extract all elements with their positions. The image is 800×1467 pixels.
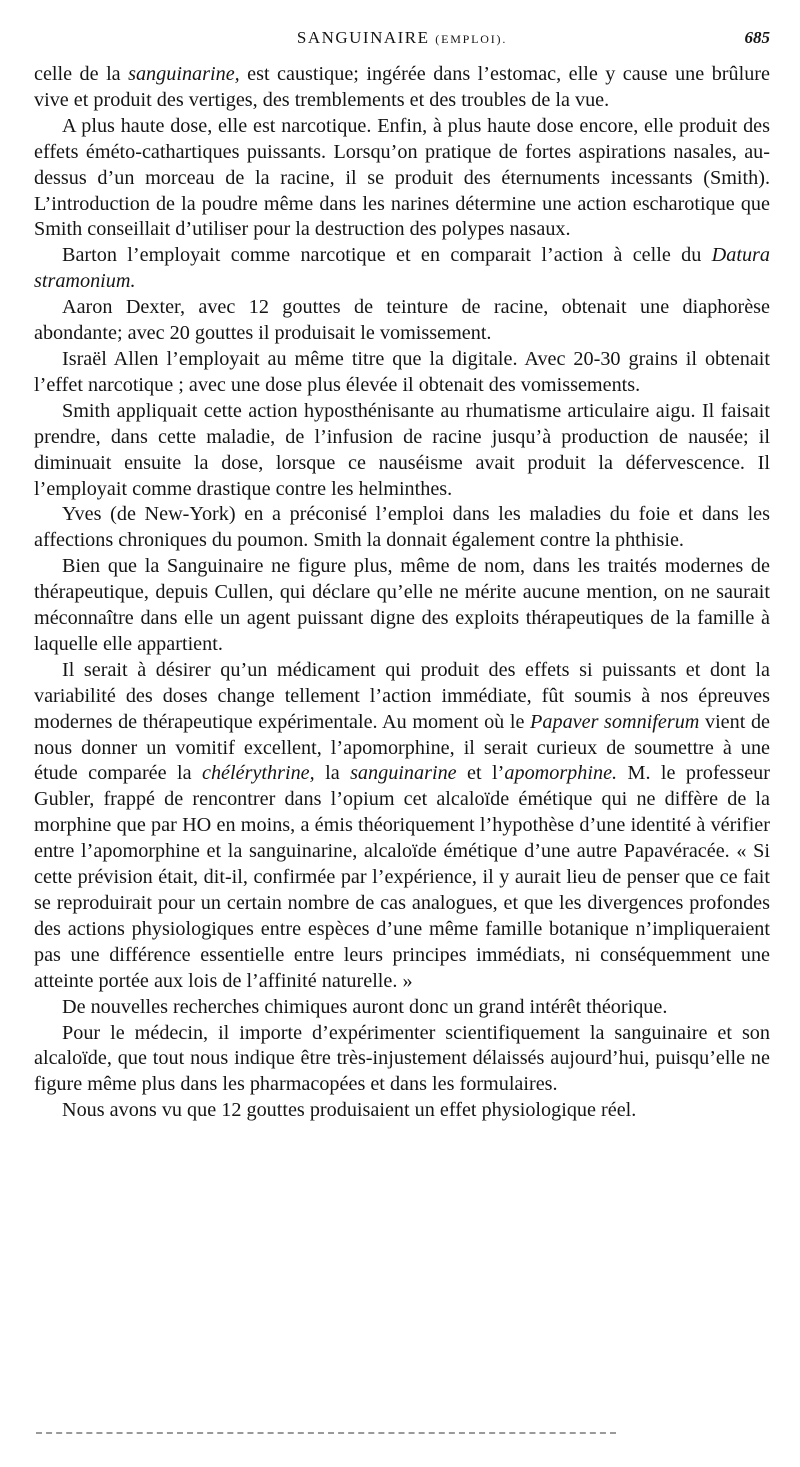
- italic-text: Datura stramonium.: [34, 244, 770, 293]
- paragraph: [34, 114, 770, 244]
- running-head-title: [34, 28, 770, 48]
- italic-text: chélérythrine,: [202, 762, 315, 785]
- running-head-main: SANGUINAIRE: [296, 28, 430, 47]
- text-run: Il serait à désirer qu’un médicament qui produit des effets si puissants et dont la variabilité des doses change tellement l’action immédiate, fût soumis à nos épreuves modernes de thérapeutique expérimentale. Au moment où le: [34, 658, 770, 733]
- text-run: Pour le médecin, il importe d’expérimenter scientifiquement la sanguinaire et son alcaloïde, que tout nous indique être très-injustement délaissés aujourd’hui, puisqu’elle ne figure même plus dans les pharmacopées et dans les formulaires.: [34, 1021, 770, 1096]
- paragraph: [34, 995, 770, 1021]
- paragraph: [34, 554, 770, 658]
- running-head-sub: (EMPLOI).: [435, 32, 508, 46]
- italic-text: sanguinarine,: [128, 63, 240, 85]
- body-text: [34, 62, 770, 1124]
- paragraph: [34, 502, 770, 554]
- text-run: Barton l’employait comme narcotique et en comparait l’action à celle du: [62, 244, 712, 267]
- text-run: celle de la: [34, 63, 129, 85]
- italic-text: apomorphine.: [504, 762, 618, 785]
- text-run: Israël Allen l’employait au même titre que la digitale. Avec 20-30 grains il obtenait l’effet narcotique ; avec une dose plus élevée il obtenait des vomissements.: [34, 347, 770, 396]
- text-run: est caustique; ingérée dans l’estomac, elle y cause une brûlure vive et produit des vertiges, des tremblements et des troubles de la vue.: [34, 63, 770, 111]
- page-number: 685: [744, 28, 770, 47]
- text-run: Smith appliquait cette action hyposthénisante au rhumatisme articulaire aigu. Il faisait prendre, dans cette maladie, de l’infusion de racine jusqu’à production de nausée; il diminuait ensuite la dose, lorsque ce nauséisme avait produit la défervescence. Il l’employait comme drastique contre les helminthes.: [34, 399, 770, 500]
- paragraph: [34, 347, 770, 399]
- text-run: A plus haute dose, elle est narcotique. Enfin, à plus haute dose encore, elle produit des effets éméto-cathartiques puissants. Lorsqu’on pratique de fortes aspirations nasales, au-dessus d’un morceau de la racine, il se produit des éternuments incessants (Smith). L’introduction de la poudre même dans les narines détermine une action escharotique que Smith conseillait d’utiliser pour la destruction des polypes nasaux.: [34, 114, 770, 241]
- text-run: la: [314, 762, 351, 785]
- paragraph: [34, 295, 770, 347]
- italic-text: Papaver somniferum: [530, 710, 700, 733]
- paragraph: [34, 1098, 770, 1124]
- document-page: [34, 28, 770, 1124]
- text-run: Bien que la Sanguinaire ne figure plus, même de nom, dans les traités modernes de thérapeutique, depuis Cullen, qui déclare qu’elle ne mérite aucune mention, on ne saurait méconnaître dans elle un agent puissant digne des exploits thérapeutiques de la famille à laquelle elle appartient.: [34, 555, 770, 655]
- text-run: Aaron Dexter, avec 12 gouttes de teinture de racine, obtenait une diaphorèse abondante; avec 20 gouttes il produisait le vomissement.: [34, 296, 770, 345]
- paragraph: [34, 1021, 770, 1099]
- footer-rule: [36, 1432, 616, 1434]
- running-head: [34, 28, 770, 54]
- paragraph: [34, 62, 770, 114]
- text-run: Yves (de New-York) en a préconisé l’emploi dans les maladies du foie et dans les affections chroniques du poumon. Smith la donnait également contre la phthisie.: [34, 503, 770, 552]
- italic-text: sanguinarine: [350, 762, 457, 785]
- paragraph: [34, 243, 770, 295]
- text-run: et l’: [456, 762, 505, 785]
- text-run: vient de nous donner un vomitif excellent, l’apomorphine, il serait curieux de soumettre à une étude comparée la: [34, 710, 770, 785]
- text-run: De nouvelles recherches chimiques auront donc un grand intérêt théorique.: [62, 995, 668, 1018]
- text-run: M. le professeur Gubler, frappé de rencontrer dans l’opium cet alcaloïde émétique qui ne diffère de la morphine que par HO en moins, a émis théoriquement l’hypothèse d’une identité à vérifier entre l’apomorphine et la sanguinarine, alcaloïde émétique d’une autre Papavéracée. « Si cette prévision était, dit-il, confirmée par l’expérience, il y aurait lieu de penser que ce fait se reproduirait pour un certain nombre de cas analogues, et que les divergences profondes des actions physiologiques entre espèces d’une même famille botanique n’impliqueraient pas une différence essentielle entre leurs principes immédiats, ni conséquemment une atteinte portée aux lois de l’affinité naturelle. »: [34, 762, 770, 992]
- paragraph: [34, 399, 770, 503]
- text-run: Nous avons vu que 12 gouttes produisaient un effet physiologique réel.: [62, 1099, 637, 1122]
- paragraph: [34, 658, 770, 995]
